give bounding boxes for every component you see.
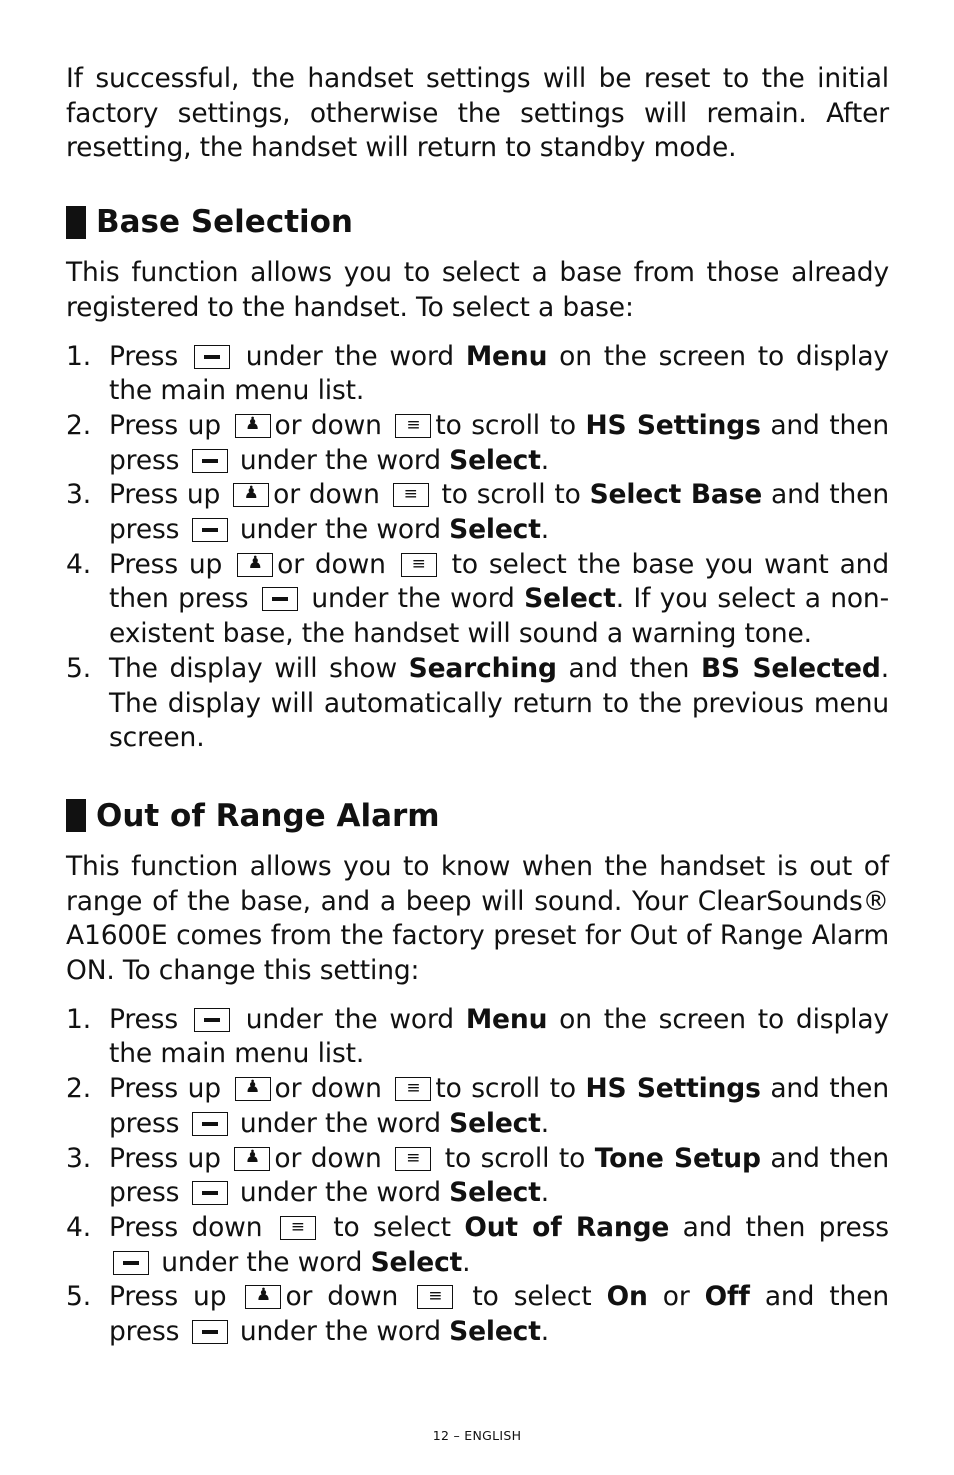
manual-page — [66, 62, 889, 1350]
down-key-icon — [417, 1285, 453, 1309]
soft-key-icon — [192, 449, 228, 473]
up-key-icon — [237, 553, 273, 577]
page-footer: 12 – ENGLISH — [432, 1428, 522, 1443]
intro-paragraph: If successful, the handset settings will be reset to the initial factory settings, otherwise the settings will remain. After resetting, the handset will return to standby mode. — [66, 63, 889, 164]
down-key-icon — [393, 483, 429, 507]
up-key-icon — [234, 1147, 270, 1171]
section-description: This function allows you to select a base from those already registered to the handset. To select a base: — [66, 257, 889, 323]
soft-key-icon — [192, 518, 228, 542]
down-key-icon — [395, 1077, 431, 1101]
down-key-icon — [395, 414, 431, 438]
section-description: This function allows you to know when the handset is out of range of the base, and a beep will sound. Your ClearSounds® A1600E comes from the factory preset for Out of Range Alarm ON. To change this setting: — [66, 850, 889, 987]
steps-list — [66, 340, 889, 756]
down-key-icon — [401, 553, 437, 577]
soft-key-icon — [262, 587, 298, 611]
base-selection-section — [66, 202, 889, 756]
soft-key-icon — [192, 1320, 228, 1344]
step-item: 3. Press up ♟ or down ≡ to scroll to Select Base and then press under the word Select. — [66, 478, 889, 547]
step-item: 1. Press under the word Menu on the screen to display the main menu list. — [66, 340, 889, 407]
soft-key-icon — [192, 1181, 228, 1205]
heading-bar-icon — [66, 206, 86, 239]
step-item: 4. Press down ≡ to select Out of Range and then press under the word Select. — [66, 1211, 889, 1280]
steps-list — [66, 1003, 889, 1350]
soft-key-icon — [192, 1112, 228, 1136]
up-key-icon — [235, 1077, 271, 1101]
step-item: 2. Press up ♟ or down ≡ to scroll to HS Settings and then press under the word Select. — [66, 409, 889, 478]
up-key-icon — [233, 483, 269, 507]
step-item: 2. Press up ♟ or down ≡ to scroll to HS Settings and then press under the word Select. — [66, 1072, 889, 1141]
heading-bar-icon — [66, 799, 86, 832]
soft-key-icon — [194, 1008, 230, 1032]
step-item: 1. Press under the word Menu on the screen to display the main menu list. — [66, 1003, 889, 1070]
soft-key-icon — [113, 1251, 149, 1275]
section-heading: Base Selection — [66, 202, 889, 242]
down-key-icon — [395, 1147, 431, 1171]
step-item: 5. The display will show Searching and then BS Selected. The display will automatically return to the previous menu screen. — [66, 652, 889, 754]
up-key-icon — [235, 414, 271, 438]
down-key-icon — [280, 1216, 316, 1240]
step-item: 4. Press up ♟ or down ≡ to select the base you want and then press under the word Select. If you select a non-existent base, the handset will sound a warning tone. — [66, 548, 889, 652]
step-item: 3. Press up ♟ or down ≡ to scroll to Tone Setup and then press under the word Select. — [66, 1142, 889, 1211]
out-of-range-section — [66, 796, 889, 1350]
section-heading: Out of Range Alarm — [66, 796, 889, 836]
up-key-icon — [245, 1285, 281, 1309]
soft-key-icon — [194, 345, 230, 369]
step-item: 5. Press up ♟ or down ≡ to select On or Off and then press under the word Select. — [66, 1280, 889, 1349]
